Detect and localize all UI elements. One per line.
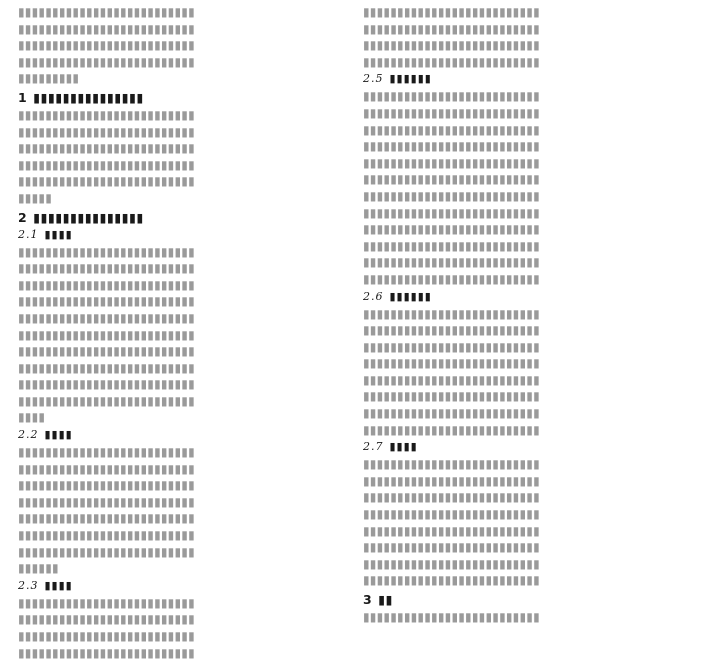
- heading-text: ▮▮▮▮: [389, 440, 418, 454]
- subsection-heading: [18, 427, 347, 443]
- paragraph-line: ▮▮▮▮▮▮▮▮▮▮▮▮▮▮▮▮▮▮▮▮▮▮▮▮▮▮: [363, 573, 540, 588]
- paragraph-line: ▮▮▮▮▮▮: [18, 561, 59, 576]
- paragraph-line: ▮▮▮▮▮▮▮▮▮▮▮▮▮▮▮▮▮▮▮▮▮▮▮▮▮▮: [363, 89, 540, 104]
- heading-text: ▮▮▮▮▮▮: [389, 289, 432, 303]
- paragraph-line: ▮▮▮▮▮▮▮▮▮▮▮▮▮▮▮▮▮▮▮▮▮▮▮▮▮▮: [363, 323, 540, 338]
- subsection-heading: [363, 71, 693, 87]
- paragraph-line: ▮▮▮▮▮▮▮▮▮▮▮▮▮▮▮▮▮▮▮▮▮▮▮▮▮▮: [363, 139, 540, 154]
- paragraph-line: ▮▮▮▮▮▮▮▮▮▮▮▮▮▮▮▮▮▮▮▮▮▮▮▮▮▮: [18, 511, 195, 526]
- paragraph-line: ▮▮▮▮▮▮▮▮▮▮▮▮▮▮▮▮▮▮▮▮▮▮▮▮▮▮: [363, 122, 540, 137]
- paragraph-line: ▮▮▮▮▮▮▮▮▮▮▮▮▮▮▮▮▮▮▮▮▮▮▮▮▮▮: [363, 271, 540, 286]
- body-paragraph: [363, 456, 693, 589]
- heading-text: ▮▮▮▮▮▮▮▮▮▮▮▮▮▮▮: [33, 209, 144, 225]
- paragraph-line: ▮▮▮▮▮▮▮▮▮▮▮▮▮▮▮▮▮▮▮▮▮▮▮▮▮▮: [18, 21, 195, 36]
- paragraph-line: ▮▮▮▮▮▮▮▮▮▮▮▮▮▮▮▮▮▮▮▮▮▮▮▮▮▮: [18, 544, 195, 559]
- paragraph-line: ▮▮▮▮▮▮▮▮▮: [18, 71, 80, 86]
- body-paragraph: [18, 595, 347, 661]
- paragraph-line: ▮▮▮▮▮▮▮▮▮▮▮▮▮▮▮▮▮▮▮▮▮▮▮▮▮▮: [18, 5, 195, 19]
- subsection-heading: [18, 227, 347, 243]
- subsection-heading: [363, 439, 693, 455]
- paragraph-line: ▮▮▮▮▮▮▮▮▮▮▮▮▮▮▮▮▮▮▮▮▮▮▮▮▮▮: [18, 478, 195, 493]
- paragraph-line: ▮▮▮▮▮▮▮▮▮▮▮▮▮▮▮▮▮▮▮▮▮▮▮▮▮▮: [18, 157, 195, 172]
- paragraph-line: ▮▮▮▮▮▮▮▮▮▮▮▮▮▮▮▮▮▮▮▮▮▮▮▮▮▮: [363, 54, 540, 69]
- right-column: [363, 4, 693, 626]
- body-paragraph: [363, 88, 693, 287]
- section-heading: [18, 89, 347, 106]
- paragraph-line: ▮▮▮▮▮▮▮▮▮▮▮▮▮▮▮▮▮▮▮▮▮▮▮▮▮▮: [363, 188, 540, 203]
- paragraph-line: ▮▮▮▮▮▮▮▮▮▮▮▮▮▮▮▮▮▮▮▮▮▮▮▮▮▮: [363, 105, 540, 120]
- paragraph-line: ▮▮▮▮▮▮▮▮▮▮▮▮▮▮▮▮▮▮▮▮▮▮▮▮▮▮: [18, 54, 195, 69]
- paragraph-line: ▮▮▮▮▮▮▮▮▮▮▮▮▮▮▮▮▮▮▮▮▮▮▮▮▮▮: [363, 21, 540, 36]
- paragraph-line: ▮▮▮▮▮▮▮▮▮▮▮▮▮▮▮▮▮▮▮▮▮▮▮▮▮▮: [18, 445, 195, 460]
- paragraph-line: ▮▮▮▮▮▮▮▮▮▮▮▮▮▮▮▮▮▮▮▮▮▮▮▮▮▮: [18, 107, 195, 122]
- paragraph-line: ▮▮▮▮▮▮▮▮▮▮▮▮▮▮▮▮▮▮▮▮▮▮▮▮▮▮: [363, 222, 540, 237]
- paragraph-line: ▮▮▮▮▮▮▮▮▮▮▮▮▮▮▮▮▮▮▮▮▮▮▮▮▮▮: [18, 377, 195, 392]
- paragraph-line: ▮▮▮▮▮▮▮▮▮▮▮▮▮▮▮▮▮▮▮▮▮▮▮▮▮▮: [363, 523, 540, 538]
- paragraph-line: ▮▮▮▮▮▮▮▮▮▮▮▮▮▮▮▮▮▮▮▮▮▮▮▮▮▮: [18, 294, 195, 309]
- body-paragraph: [363, 306, 693, 439]
- heading-text: ▮▮: [378, 592, 393, 607]
- paragraph-line: ▮▮▮▮▮▮▮▮▮▮▮▮▮▮▮▮▮▮▮▮▮▮▮▮▮▮: [18, 244, 195, 259]
- heading-number: 2.5: [363, 72, 384, 86]
- heading-number: 2.2: [18, 428, 39, 442]
- paragraph-line: ▮▮▮▮▮▮▮▮▮▮▮▮▮▮▮▮▮▮▮▮▮▮▮▮▮▮: [18, 612, 195, 627]
- paragraph-line: ▮▮▮▮▮▮▮▮▮▮▮▮▮▮▮▮▮▮▮▮▮▮▮▮▮▮: [363, 356, 540, 371]
- paragraph-line: ▮▮▮▮▮▮▮▮▮▮▮▮▮▮▮▮▮▮▮▮▮▮▮▮▮▮: [18, 629, 195, 643]
- heading-text: ▮▮▮▮▮▮: [389, 72, 432, 86]
- heading-number: 2.3: [18, 578, 39, 592]
- heading-number: 1: [18, 89, 28, 105]
- paragraph-line: ▮▮▮▮▮▮▮▮▮▮▮▮▮▮▮▮▮▮▮▮▮▮▮▮▮▮: [363, 556, 540, 571]
- paragraph-line: ▮▮▮▮▮▮▮▮▮▮▮▮▮▮▮▮▮▮▮▮▮▮▮▮▮▮: [363, 507, 540, 522]
- paragraph-line: ▮▮▮▮▮: [18, 190, 53, 205]
- paragraph-line: ▮▮▮▮▮▮▮▮▮▮▮▮▮▮▮▮▮▮▮▮▮▮▮▮▮▮: [363, 5, 540, 19]
- paragraph-line: ▮▮▮▮▮▮▮▮▮▮▮▮▮▮▮▮▮▮▮▮▮▮▮▮▮▮: [363, 540, 540, 555]
- paragraph-line: ▮▮▮▮▮▮▮▮▮▮▮▮▮▮▮▮▮▮▮▮▮▮▮▮▮▮: [18, 261, 195, 276]
- paragraph-line: ▮▮▮▮▮▮▮▮▮▮▮▮▮▮▮▮▮▮▮▮▮▮▮▮▮▮: [18, 344, 195, 359]
- body-paragraph: [18, 4, 347, 87]
- paragraph-line: ▮▮▮▮▮▮▮▮▮▮▮▮▮▮▮▮▮▮▮▮▮▮▮▮▮▮: [18, 327, 195, 342]
- paragraph-line: ▮▮▮▮▮▮▮▮▮▮▮▮▮▮▮▮▮▮▮▮▮▮▮▮▮▮: [18, 461, 195, 476]
- left-column: [18, 4, 347, 661]
- section-heading: [18, 209, 347, 226]
- paragraph-line: ▮▮▮▮▮▮▮▮▮▮▮▮▮▮▮▮▮▮▮▮▮▮▮▮▮▮: [363, 172, 540, 187]
- paragraph-line: ▮▮▮▮▮▮▮▮▮▮▮▮▮▮▮▮▮▮▮▮▮▮▮▮▮▮: [363, 490, 540, 505]
- body-paragraph: [18, 244, 347, 427]
- heading-number: 2: [18, 209, 28, 225]
- heading-number: 2.7: [363, 440, 384, 454]
- paragraph-line: ▮▮▮▮▮▮▮▮▮▮▮▮▮▮▮▮▮▮▮▮▮▮▮▮▮▮: [18, 141, 195, 156]
- subsection-heading: [363, 289, 693, 305]
- heading-number: 2.6: [363, 289, 384, 303]
- paragraph-line: ▮▮▮▮▮▮▮▮▮▮▮▮▮▮▮▮▮▮▮▮▮▮▮▮▮▮: [363, 205, 540, 220]
- body-paragraph: [363, 4, 693, 70]
- paragraph-line: ▮▮▮▮▮▮▮▮▮▮▮▮▮▮▮▮▮▮▮▮▮▮▮▮▮▮: [363, 372, 540, 387]
- paragraph-line: ▮▮▮▮▮▮▮▮▮▮▮▮▮▮▮▮▮▮▮▮▮▮▮▮▮▮: [18, 38, 195, 53]
- paragraph-line: ▮▮▮▮▮▮▮▮▮▮▮▮▮▮▮▮▮▮▮▮▮▮▮▮▮▮: [18, 360, 195, 375]
- paragraph-line: ▮▮▮▮▮▮▮▮▮▮▮▮▮▮▮▮▮▮▮▮▮▮▮▮▮▮: [18, 393, 195, 408]
- paragraph-line: ▮▮▮▮▮▮▮▮▮▮▮▮▮▮▮▮▮▮▮▮▮▮▮▮▮▮: [363, 457, 540, 472]
- heading-number: 2.1: [18, 227, 39, 241]
- body-paragraph: [363, 609, 693, 626]
- paragraph-line: ▮▮▮▮▮▮▮▮▮▮▮▮▮▮▮▮▮▮▮▮▮▮▮▮▮▮: [18, 174, 195, 189]
- paragraph-line: ▮▮▮▮▮▮▮▮▮▮▮▮▮▮▮▮▮▮▮▮▮▮▮▮▮▮: [363, 610, 540, 624]
- paragraph-line: ▮▮▮▮: [18, 410, 46, 425]
- paragraph-line: ▮▮▮▮▮▮▮▮▮▮▮▮▮▮▮▮▮▮▮▮▮▮▮▮▮▮: [18, 528, 195, 543]
- paragraph-line: ▮▮▮▮▮▮▮▮▮▮▮▮▮▮▮▮▮▮▮▮▮▮▮▮▮▮: [363, 238, 540, 253]
- paragraph-line: ▮▮▮▮▮▮▮▮▮▮▮▮▮▮▮▮▮▮▮▮▮▮▮▮▮▮: [363, 406, 540, 421]
- paragraph-line: ▮▮▮▮▮▮▮▮▮▮▮▮▮▮▮▮▮▮▮▮▮▮▮▮▮▮: [18, 645, 195, 660]
- subsection-heading: [18, 578, 347, 594]
- paragraph-line: ▮▮▮▮▮▮▮▮▮▮▮▮▮▮▮▮▮▮▮▮▮▮▮▮▮▮: [363, 473, 540, 488]
- heading-text: ▮▮▮▮: [44, 578, 73, 592]
- heading-text: ▮▮▮▮▮▮▮▮▮▮▮▮▮▮▮: [33, 89, 144, 105]
- heading-number: 3: [363, 592, 373, 607]
- heading-text: ▮▮▮▮: [44, 227, 73, 241]
- heading-text: ▮▮▮▮: [44, 428, 73, 442]
- body-paragraph: [18, 107, 347, 207]
- paragraph-line: ▮▮▮▮▮▮▮▮▮▮▮▮▮▮▮▮▮▮▮▮▮▮▮▮▮▮: [363, 155, 540, 170]
- paragraph-line: ▮▮▮▮▮▮▮▮▮▮▮▮▮▮▮▮▮▮▮▮▮▮▮▮▮▮: [363, 422, 540, 437]
- paragraph-line: ▮▮▮▮▮▮▮▮▮▮▮▮▮▮▮▮▮▮▮▮▮▮▮▮▮▮: [18, 310, 195, 325]
- paragraph-line: ▮▮▮▮▮▮▮▮▮▮▮▮▮▮▮▮▮▮▮▮▮▮▮▮▮▮: [363, 306, 540, 321]
- paragraph-line: ▮▮▮▮▮▮▮▮▮▮▮▮▮▮▮▮▮▮▮▮▮▮▮▮▮▮: [363, 38, 540, 53]
- paragraph-line: ▮▮▮▮▮▮▮▮▮▮▮▮▮▮▮▮▮▮▮▮▮▮▮▮▮▮: [18, 124, 195, 139]
- paragraph-line: ▮▮▮▮▮▮▮▮▮▮▮▮▮▮▮▮▮▮▮▮▮▮▮▮▮▮: [363, 339, 540, 354]
- paragraph-line: ▮▮▮▮▮▮▮▮▮▮▮▮▮▮▮▮▮▮▮▮▮▮▮▮▮▮: [18, 494, 195, 509]
- section-heading: [363, 591, 693, 608]
- body-paragraph: [18, 444, 347, 577]
- paragraph-line: ▮▮▮▮▮▮▮▮▮▮▮▮▮▮▮▮▮▮▮▮▮▮▮▮▮▮: [363, 389, 540, 404]
- paragraph-line: ▮▮▮▮▮▮▮▮▮▮▮▮▮▮▮▮▮▮▮▮▮▮▮▮▮▮: [363, 255, 540, 270]
- paragraph-line: ▮▮▮▮▮▮▮▮▮▮▮▮▮▮▮▮▮▮▮▮▮▮▮▮▮▮: [18, 595, 195, 610]
- paragraph-line: ▮▮▮▮▮▮▮▮▮▮▮▮▮▮▮▮▮▮▮▮▮▮▮▮▮▮: [18, 277, 195, 292]
